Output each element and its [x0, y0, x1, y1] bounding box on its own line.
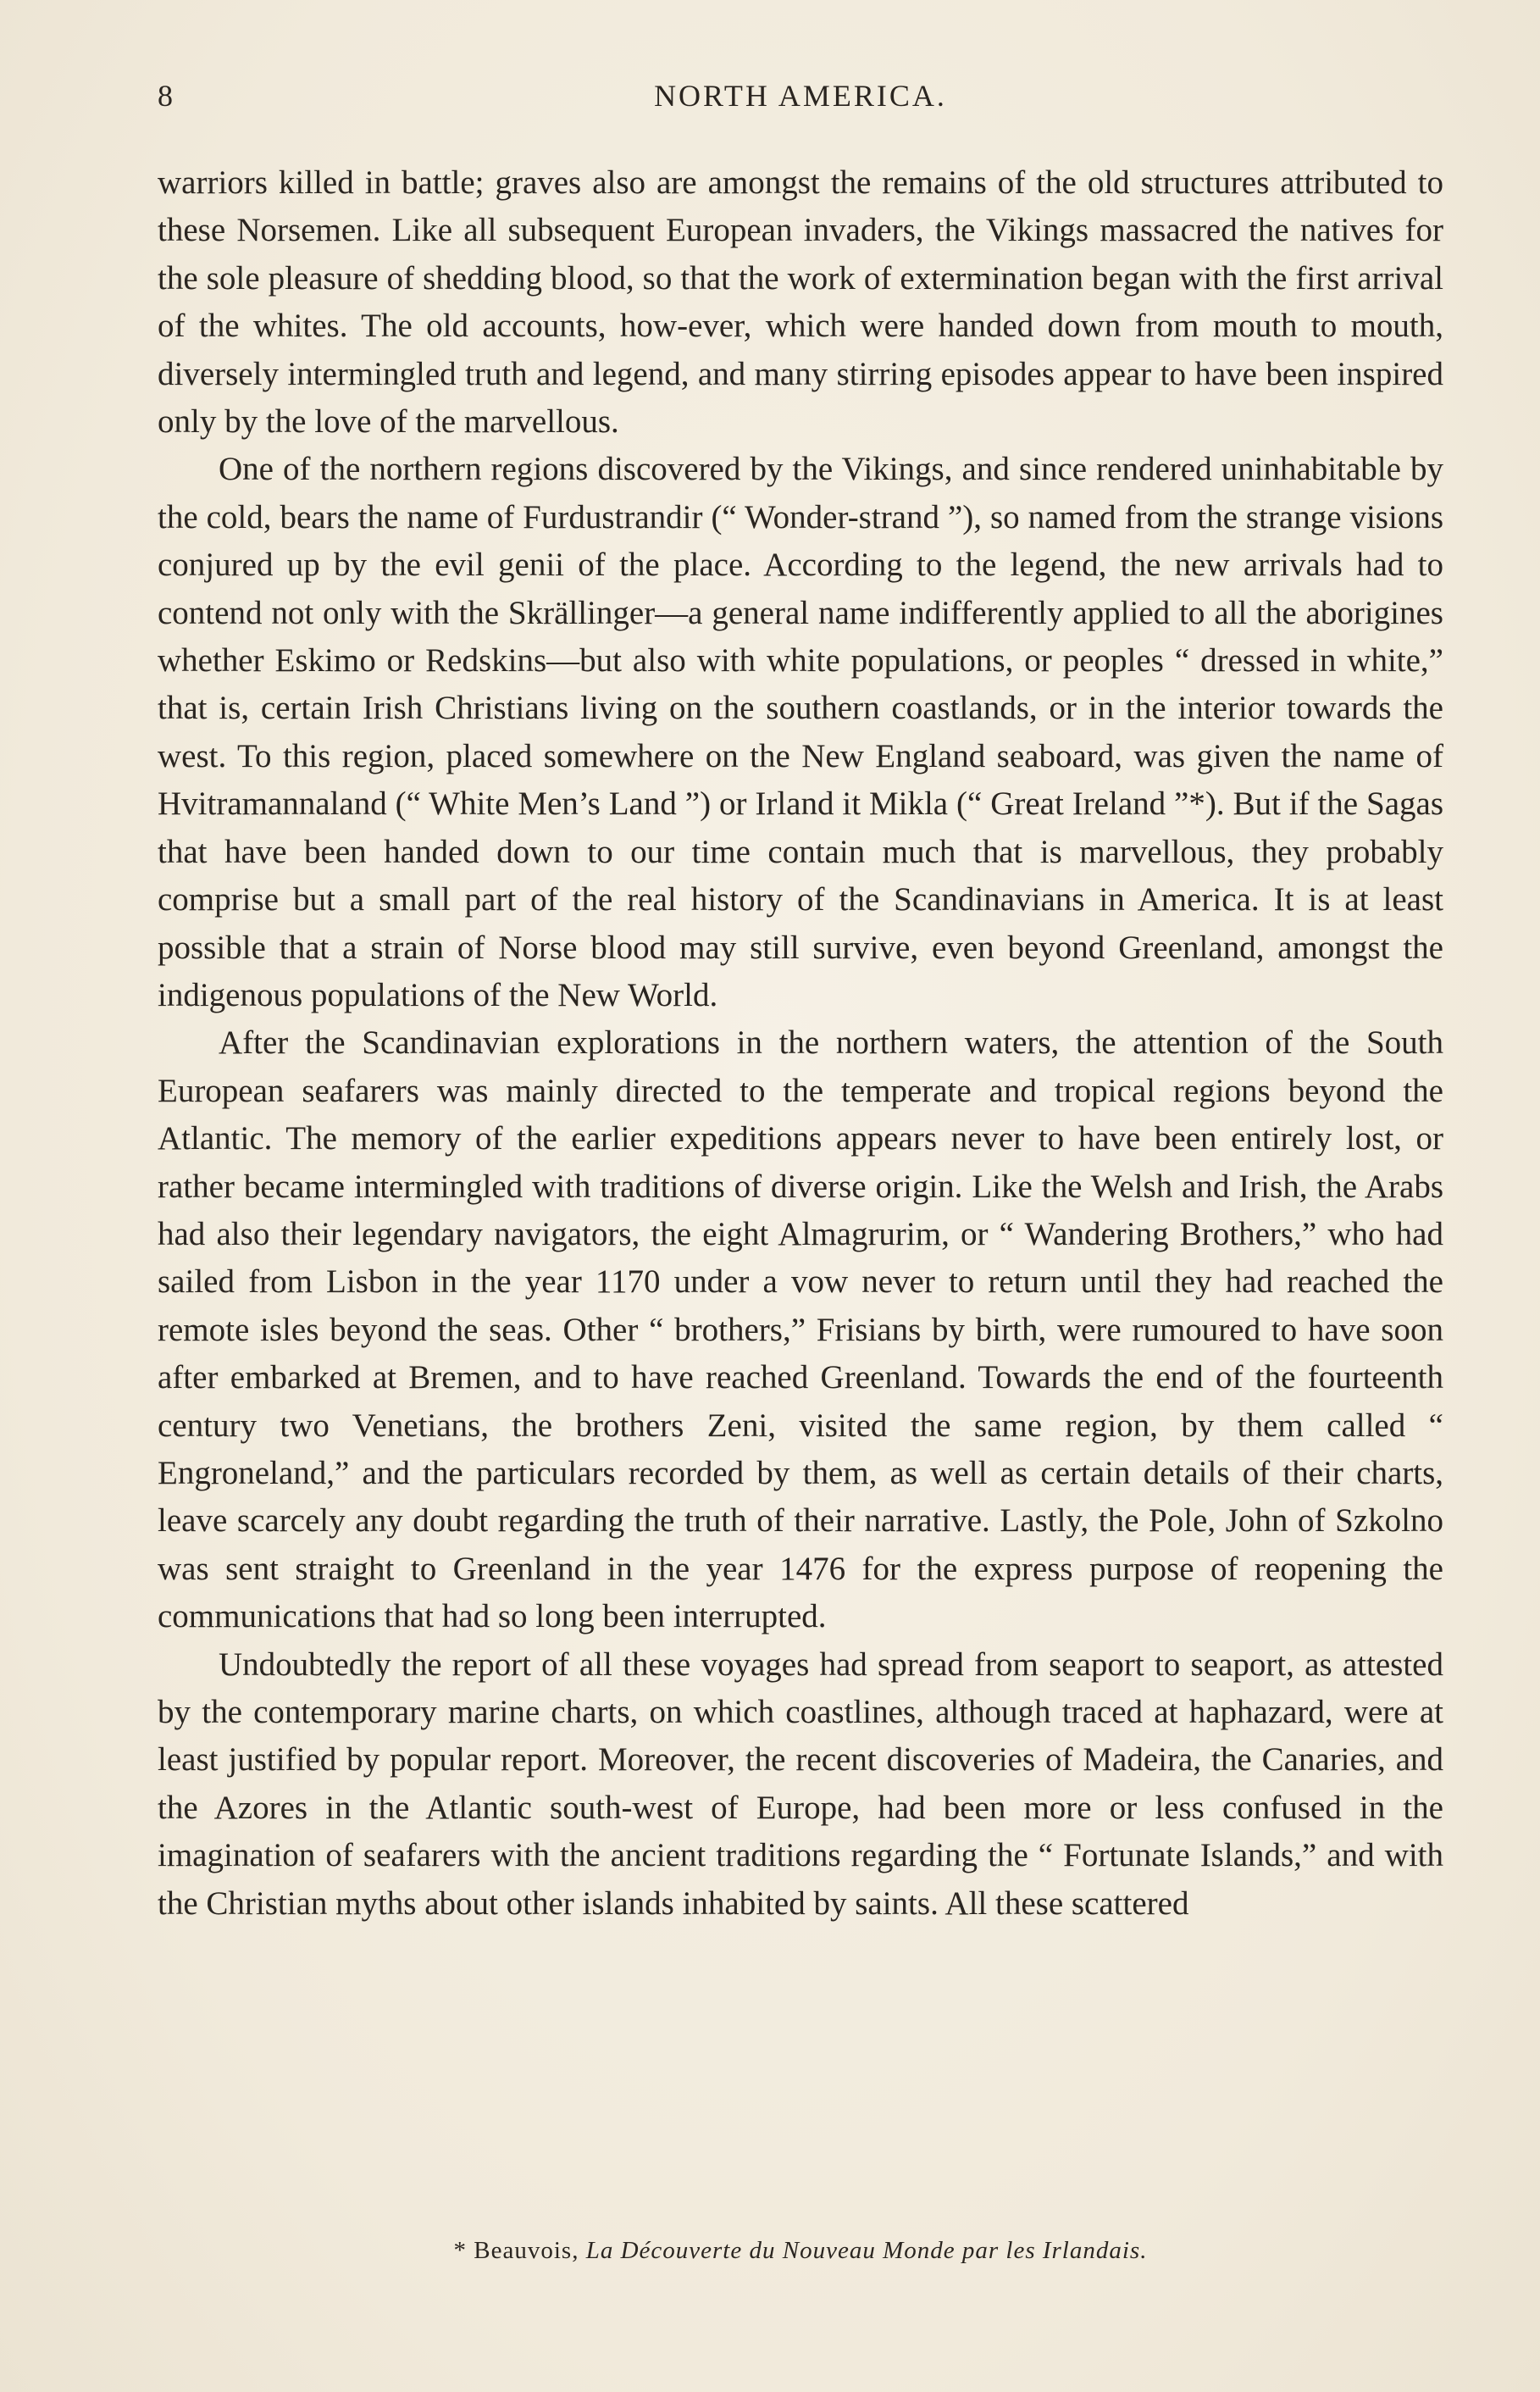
paragraph-3: After the Scandinavian explorations in the northern waters, the attention of the South European seafarers was mainly directed to the temperate and tropical regions beyond the Atlantic. The memory of the earlier expeditions appears never to have been entirely lost, or rather became intermingled with traditions of diverse origin. Like the Welsh and Irish, the Arabs had also their legendary navigators, the eight Almagrurim, or “ Wandering Brothers,” who had sailed from Lisbon in the year 1170 under a vow never to return until they had reached the remote isles beyond the seas. Other “ brothers,” Frisians by birth, were rumoured to have soon after embarked at Bremen, and to have reached Greenland. Towards the end of the fourteenth century two Venetians, the brothers Zeni, visited the same region, by them called “ Engroneland,” and the particulars recorded by them, as well as certain details of their charts, leave scarcely any doubt regarding the truth of their narrative. Lastly, the Pole, John of Szkolno was sent straight to Greenland in the year 1476 for the express purpose of reopening the communications that had so long been interrupted.	[158, 1024, 1443, 1635]
running-title: NORTH AMERICA.	[654, 79, 947, 113]
page-number: 8	[158, 79, 174, 113]
footnote	[158, 2237, 1443, 2265]
paragraph-4: Undoubtedly the report of all these voyages had spread from seaport to seaport, as attested by the contemporary marine charts, on which coastlines, although traced at haphazard, were at least justified by popular report. Moreover, the recent discoveries of Madeira, the Canaries, and the Azores in the Atlantic south-west of Europe, had been more or less confused in the imagination of seafarers with the ancient traditions regarding the “ Fortunate Islands,” and with the Christian myths about other islands inhabited by saints. All these scattered	[158, 1646, 1443, 1922]
paragraph-2: One of the northern regions discovered by the Vikings, and since rendered uninhabitable by the cold, bears the name of Furdustrandir (“ Wonder-strand ”), so named from the strange visions conjured up by the evil genii of the place. According to the legend, the new arrivals had to contend not only with the Skrällinger—a general name indifferently applied to all the aborigines whether Eskimo or Redskins—but also with white populations, or peoples “ dressed in white,” that is, certain Irish Christians living on the southern coastlands, or in the interior towards the west. To this region, placed somewhere on the New England seaboard, was given the name of Hvitramannaland (“ White Men’s Land ”) or Irland it Mikla (“ Great Ireland ”*). But if the Sagas that have been handed down to our time contain much that is marvellous, they probably comprise but a small part of the real history of the Scandinavians in America. It is at least possible that a strain of Norse blood may still survive, even beyond Greenland, amongst the indigenous populations of the New World.	[158, 451, 1443, 1013]
footnote-title: La Découverte du Nouveau Monde par les Irlandais.	[585, 2237, 1148, 2264]
footnote-prefix: * Beauvois,	[453, 2237, 586, 2264]
body-text	[158, 159, 1443, 1928]
page-header	[158, 78, 1443, 120]
paragraph-1: warriors killed in battle; graves also are amongst the remains of the old structures attributed to these Norsemen. Like all subsequent European invaders, the Vikings massacred the natives for the sole pleasure of shedding blood, so that the work of extermination began with the first arrival of the whites. The old accounts, how-ever, which were handed down from mouth to mouth, diversely intermingled truth and legend, and many stirring episodes appear to have been inspired only by the love of the marvellous.	[158, 164, 1443, 441]
